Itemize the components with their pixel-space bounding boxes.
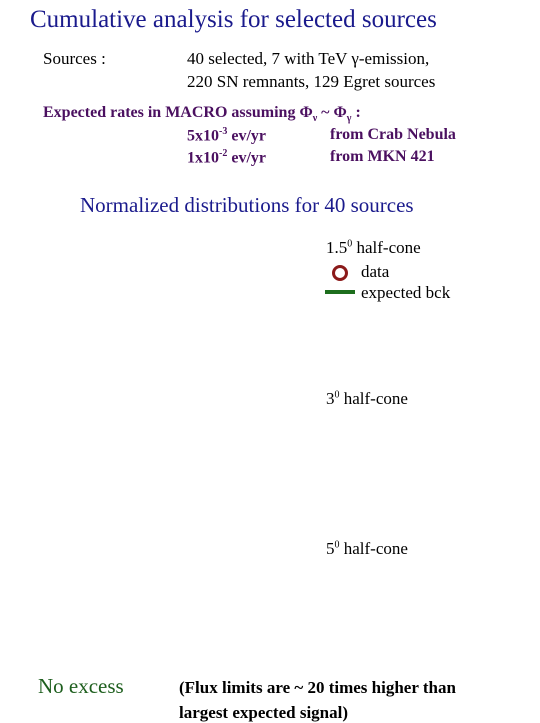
tilde-symbol: ~ bbox=[317, 104, 334, 121]
phi-nu-symbol bbox=[299, 104, 318, 125]
phi-symbol: Φ bbox=[299, 104, 313, 121]
phi-gamma-symbol bbox=[333, 104, 352, 125]
gamma-symbol: γ bbox=[351, 49, 359, 68]
cone-angle: 3 bbox=[326, 389, 335, 408]
page-title: Cumulative analysis for selected sources bbox=[30, 6, 437, 33]
sources-line1-suffix: -emission, bbox=[358, 49, 430, 68]
rate-unit: ev/yr bbox=[227, 127, 266, 145]
cone-text: half-cone bbox=[339, 389, 408, 408]
gamma-subscript: γ bbox=[346, 113, 352, 125]
sources-line1-prefix: 40 selected, 7 with TeV bbox=[187, 49, 352, 68]
rate-exponent: -3 bbox=[219, 126, 228, 137]
degree-symbol: 0 bbox=[347, 238, 353, 250]
degree-symbol: 0 bbox=[334, 539, 340, 551]
nu-subscript: ν bbox=[312, 113, 318, 125]
rate-source-crab: from Crab Nebula bbox=[330, 126, 456, 143]
rate-base: 1x10 bbox=[187, 149, 219, 167]
line-marker-icon bbox=[325, 290, 355, 294]
rates-header-prefix: Expected rates in MACRO assuming bbox=[43, 104, 300, 121]
rate-unit: ev/yr bbox=[227, 149, 266, 167]
rate-value-crab bbox=[187, 126, 266, 145]
normalized-distributions-heading: Normalized distributions for 40 sources bbox=[80, 193, 414, 217]
legend-data-label: data bbox=[361, 262, 390, 281]
half-cone-label-2 bbox=[326, 389, 408, 409]
no-excess-label: No excess bbox=[38, 674, 124, 698]
legend-bck-label: expected bck bbox=[361, 283, 451, 302]
cone-angle: 5 bbox=[326, 539, 335, 558]
rate-base: 5x10 bbox=[187, 127, 219, 145]
flux-note-line2: largest expected signal) bbox=[179, 703, 349, 722]
rate-source-mkn421: from MKN 421 bbox=[330, 148, 435, 165]
rate-exponent: -2 bbox=[219, 148, 228, 159]
rates-header bbox=[43, 104, 361, 124]
cone-text: half-cone bbox=[352, 238, 421, 257]
degree-symbol: 0 bbox=[334, 389, 340, 401]
cone-text: half-cone bbox=[339, 539, 408, 558]
sources-label: Sources : bbox=[43, 49, 106, 68]
circle-marker-icon bbox=[332, 265, 348, 281]
half-cone-label-1 bbox=[326, 238, 421, 258]
sources-summary-line2: 220 SN remnants, 129 Egret sources bbox=[187, 72, 436, 91]
rates-header-suffix: : bbox=[351, 104, 361, 121]
sources-summary-line1 bbox=[187, 49, 429, 69]
flux-note-line1: (Flux limits are ~ 20 times higher than bbox=[179, 678, 456, 697]
half-cone-label-3 bbox=[326, 539, 408, 559]
rate-value-mkn421 bbox=[187, 148, 266, 167]
cone-angle: 1.5 bbox=[326, 238, 348, 257]
phi-symbol: Φ bbox=[333, 104, 347, 121]
